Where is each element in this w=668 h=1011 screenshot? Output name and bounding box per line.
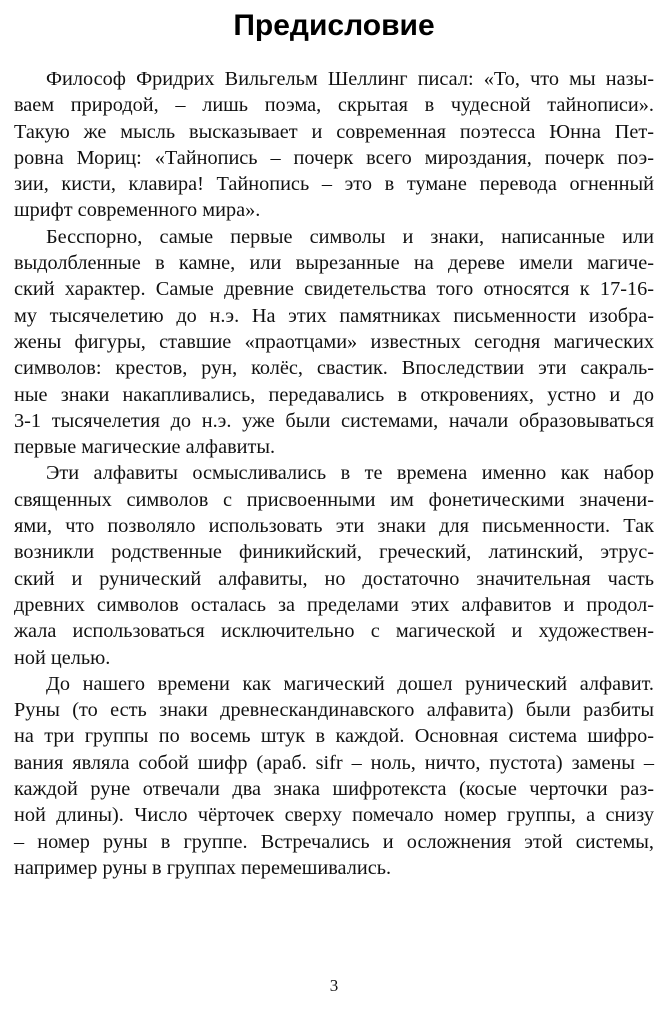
text-line: До нашего времени как магический дошел рунический алфавит. (46, 672, 654, 695)
text-line: ровна Мориц: «Тайнопись – почерк всего мироздания, почерк поэ- (14, 146, 654, 169)
text-line: Бесспорно, самые первые символы и знаки, написанные или (46, 225, 654, 248)
text-line: Философ Фридрих Вильгельм Шеллинг писал: «То, что мы назы- (46, 68, 654, 90)
page-number: 3 (329, 976, 339, 995)
text-line: му тысячелетию до н.э. На этих памятниках письменности изобра- (14, 304, 654, 327)
text-line: шрифт современного мира». (14, 199, 261, 222)
text-line: ский и рунический алфавиты, но достаточно значительная часть (14, 567, 654, 590)
text-line: каждой руне отвечали два знака шифротекста (косые черточки раз- (14, 778, 654, 801)
body-text (14, 66, 654, 881)
paragraph-3 (14, 460, 654, 670)
text-line: ной длины). Число чёрточек сверху помечало номер группы, а снизу (14, 804, 654, 827)
text-line: ные знаки накапливались, передавались в откровениях, устно и до (14, 383, 654, 406)
text-line: жала использоваться исключительно с магической и художествен- (14, 620, 654, 643)
text-line: ями, что позволяло использовать эти знаки для письменности. Так (14, 515, 654, 538)
paragraph-2 (14, 224, 654, 461)
text-line: Такую же мысль высказывает и современная поэтесса Юнна Пет- (14, 120, 654, 143)
text-line: первые магические алфавиты. (14, 436, 276, 459)
paragraph-4 (14, 671, 654, 881)
page-title: Предисловие (233, 9, 435, 42)
text-line: ной целью. (14, 646, 111, 669)
paragraph-1 (14, 66, 654, 224)
text-line: например руны в группах перемешивались. (14, 856, 392, 879)
text-line: древних символов осталась за пределами этих алфавитов и продол- (14, 593, 654, 616)
text-line: зии, кисти, клавира! Тайнопись – это в тумане перевода огненный (14, 173, 654, 196)
text-line: жены фигуры, ставшие «праотцами» известных сегодня магических (14, 330, 654, 353)
text-line: – номер руны в группе. Встречались и осложнения этой системы, (14, 830, 654, 853)
text-line: 3-1 тысячелетия до н.э. уже были системами, начали образовываться (14, 409, 654, 432)
text-line: священных символов с присвоенными им фонетическими значени- (14, 488, 654, 511)
text-line: выдолбленные в камне, или вырезанные на дереве имели магиче- (14, 252, 654, 275)
text-line: вания являла собой шифр (араб. sifr – ноль, ничто, пустота) замены – (14, 751, 654, 774)
text-line: возникли родственные финикийский, греческий, латинский, этрус- (14, 541, 654, 564)
text-line: символов: крестов, рун, колёс, свастик. Впоследствии эти сакраль- (14, 357, 654, 380)
text-line: Эти алфавиты осмысливались в те времена именно как набор (46, 462, 654, 485)
text-line: ваем природой, – лишь поэма, скрытая в чудесной тайнописи». (14, 94, 654, 117)
text-line: ский характер. Самые древние свидетельства того относятся к 17-16- (14, 278, 654, 301)
text-line: на три группы по восемь штук в каждой. Основная система шифро- (14, 725, 654, 748)
text-line: Руны (то есть знаки древнескандинавского алфавита) были разбиты (14, 699, 654, 722)
